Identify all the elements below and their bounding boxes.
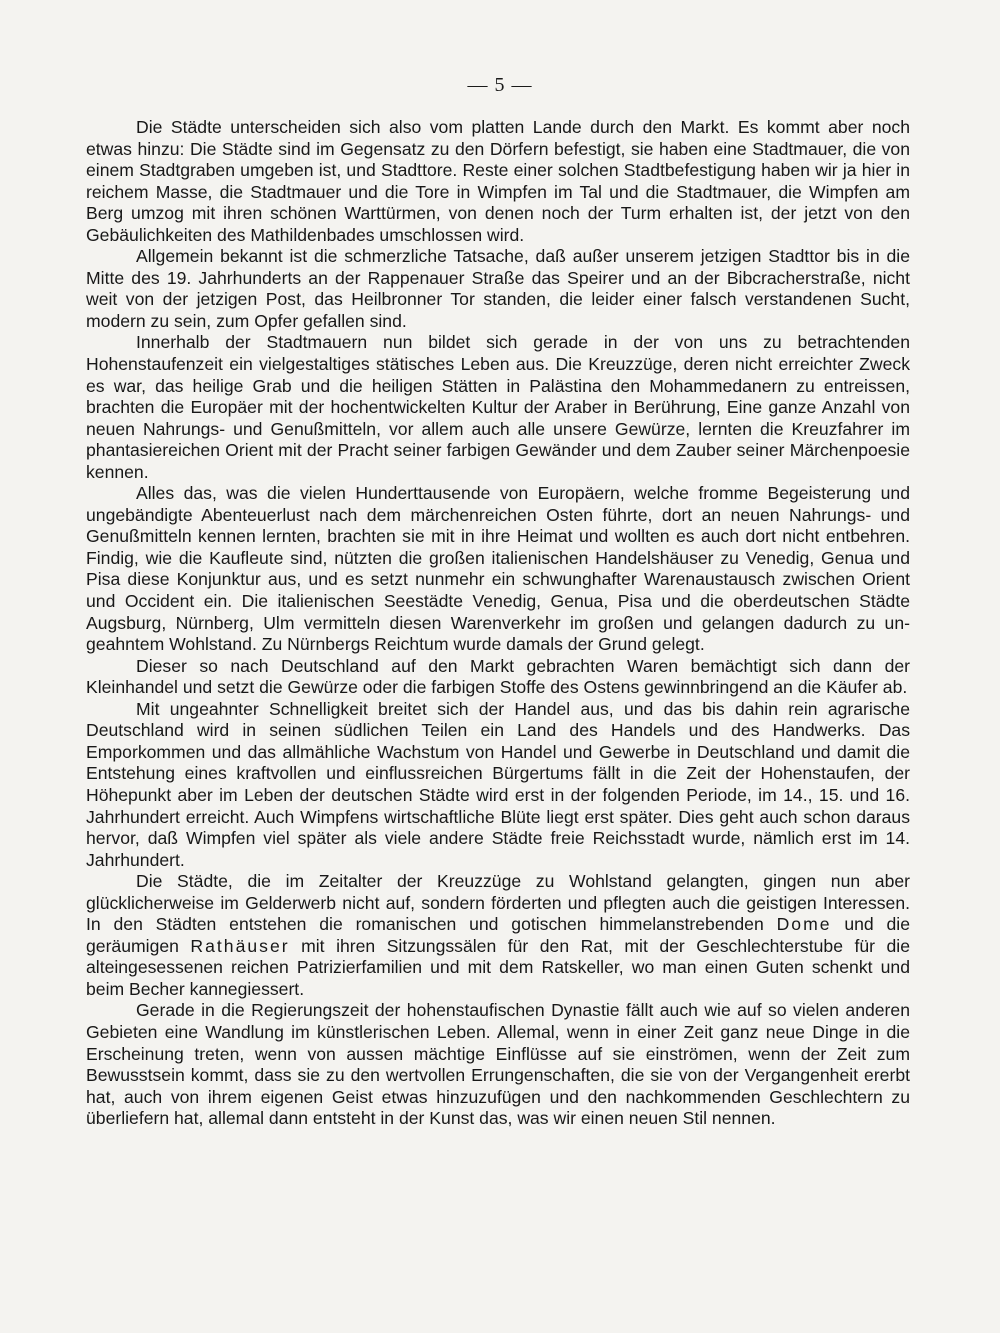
paragraph-7-text-a: Die Städte, die im Zeitalter der Kreuzzüge zu Wohlstand gelangten, gingen nun aber glücklicherweise im Gelderwerb nicht auf, sondern förderten und pflegten auch die geistigen Interessen. In den Städten entstehen die romanischen und gotischen himmelanstrebenden xyxy=(86,871,910,935)
paragraph-7-emphasis-dome: Dome xyxy=(776,914,832,935)
page-number: — 5 — xyxy=(467,74,533,96)
paragraph-7 xyxy=(86,871,910,1000)
paragraph-2: Allgemein bekannt ist die schmerzliche Tatsache, daß außer unserem jetzigen Stadttor bis in die Mitte des 19. Jahrhunderts an der Rappenauer Straße das Speirer und an der Bibcracherstraße, nicht weit von der jetzigen Post, das Heilbronner Tor standen, die leider einer falsch verstandenen Sucht, modern zu sein, zum Opfer gefallen sind. xyxy=(86,246,910,331)
paragraph-7-text-b: und die geräumigen xyxy=(86,914,910,956)
paragraph-3: Innerhalb der Stadtmauern nun bildet sich gerade in der von uns zu betrachtenden Hohenstaufenzeit ein vielgestaltiges stätisches Leben aus. Die Kreuzzüge, deren nicht erreichter Zweck es war, das heilige Grab und die heiligen Stätten in Palästina den Mohammedanern zu entreissen, brachten die Europäer mit der hochentwickelten Kultur der Araber in Berührung, Eine ganze Anzahl von neuen Nahrungs- und Genußmitteln, vor allem auch alle unsere Gewürze, lernten die Kreuzfahrer im phantasiereichen Orient mit der Pracht seiner farbigen Gewänder und dem Zauber seiner Märchenpoesie kennen. xyxy=(86,332,910,482)
paragraph-8: Gerade in die Regierungszeit der hohenstaufischen Dynastie fällt auch wie auf so vielen anderen Gebieten eine Wandlung im künstlerischen Leben. Allemal, wenn in einer Zeit ganz neue Dinge in die Erscheinung treten, wenn von aussen mächtige Einflüsse auf sie einströmen, wenn der Zeit zum Bewusstsein kommt, dass sie zu den wertvollen Errungenschaften, die sie von der Vergangenheit ererbt hat, auch von ihrem eigenen Geist etwas hinzuzufügen und den nachkommenden Geschlechtern zu überliefern hat, allemal dann entsteht in der Kunst das, was wir einen neuen Stil nennen. xyxy=(86,1000,910,1129)
body-text xyxy=(86,117,910,1130)
paragraph-1: Die Städte unterscheiden sich also vom platten Lande durch den Markt. Es kommt aber noch etwas hinzu: Die Städte sind im Gegensatz zu den Dörfern befestigt, sie haben eine Stadtmauer, die von einem Stadtgraben umgeben ist, und Stadttore. Reste einer solchen Stadtbefestigung haben wir ja hier in reichem Masse, die Stadtmauer und die Tore in Wimpfen im Tal und die Stadtmauer, die Wimpfen am Berg umzog mit ihren schönen Warttürmen, von denen noch der Turm erhalten ist, der jetzt von den Gebäulichkeiten des Mathildenbades umschlossen wird. xyxy=(86,117,910,245)
paragraph-6: Mit ungeahnter Schnelligkeit breitet sich der Handel aus, und das bis dahin rein agrarische Deutschland wird in seinen südlichen Teilen ein Land des Handels und des Handwerks. Das Emporkommen und das allmähliche Wachstum von Handel und Gewerbe in Deutschland und damit die Entstehung eines kraftvollen und einflussreichen Bürgertums fällt in die Zeit der Hohenstaufen, der Höhepunkt aber im Leben der deutschen Städte wird erst in der folgenden Periode, im 14., 15. und 16. Jahrhundert erreicht. Auch Wimpfens wirtschaftliche Blüte liegt erst später. Dies geht auch schon daraus hervor, daß Wimpfen viel später als viele andere Städte freie Reichsstadt wurde, nämlich erst im 14. Jahrhundert. xyxy=(86,698,910,870)
paragraph-4: Alles das, was die vielen Hunderttausende von Europäern, welche fromme Begeisterung und ungebändigte Abenteuerlust nach dem märchenreichen Osten führte, dort an neuen Nahrungs- und Genußmitteln kennen lernten, brachten sie mit in ihre Heimat und wollten es auch dort nicht entbehren. Findig, wie die Kaufleute sind, nützten die großen italienischen Handelshäuser zu Venedig, Genua und Pisa diese Konjunktur aus, und es setzt nunmehr ein schwunghafter Warenaustausch zwischen Orient und Occident ein. Die italienischen Seestädte Venedig, Genua, Pisa und die oberdeutschen Städte Augsburg, Nürnberg, Ulm vermitteln diesen Warenverkehr im großen und gelangen dadurch zu ungeahntem Wohlstand. Zu Nürnbergs Reichtum wurde damals der Grund gelegt. xyxy=(86,483,910,655)
paragraph-7-text-c: mit ihren Sitzungssälen für den Rat, mit der Geschlechterstube für die alteingesessenen reichen Patrizierfamilien und mit dem Ratskeller, wo man einen Guten schenkt und beim Becher kannegiessert. xyxy=(86,935,910,999)
paragraph-7-emphasis-rathaeuser: Rathäuser xyxy=(190,935,290,956)
paragraph-5: Dieser so nach Deutschland auf den Markt gebrachten Waren bemächtigt sich dann der Kleinhandel und setzt die Gewürze oder die farbigen Stoffe des Ostens gewinnbringend an die Käufer ab. xyxy=(86,655,910,698)
